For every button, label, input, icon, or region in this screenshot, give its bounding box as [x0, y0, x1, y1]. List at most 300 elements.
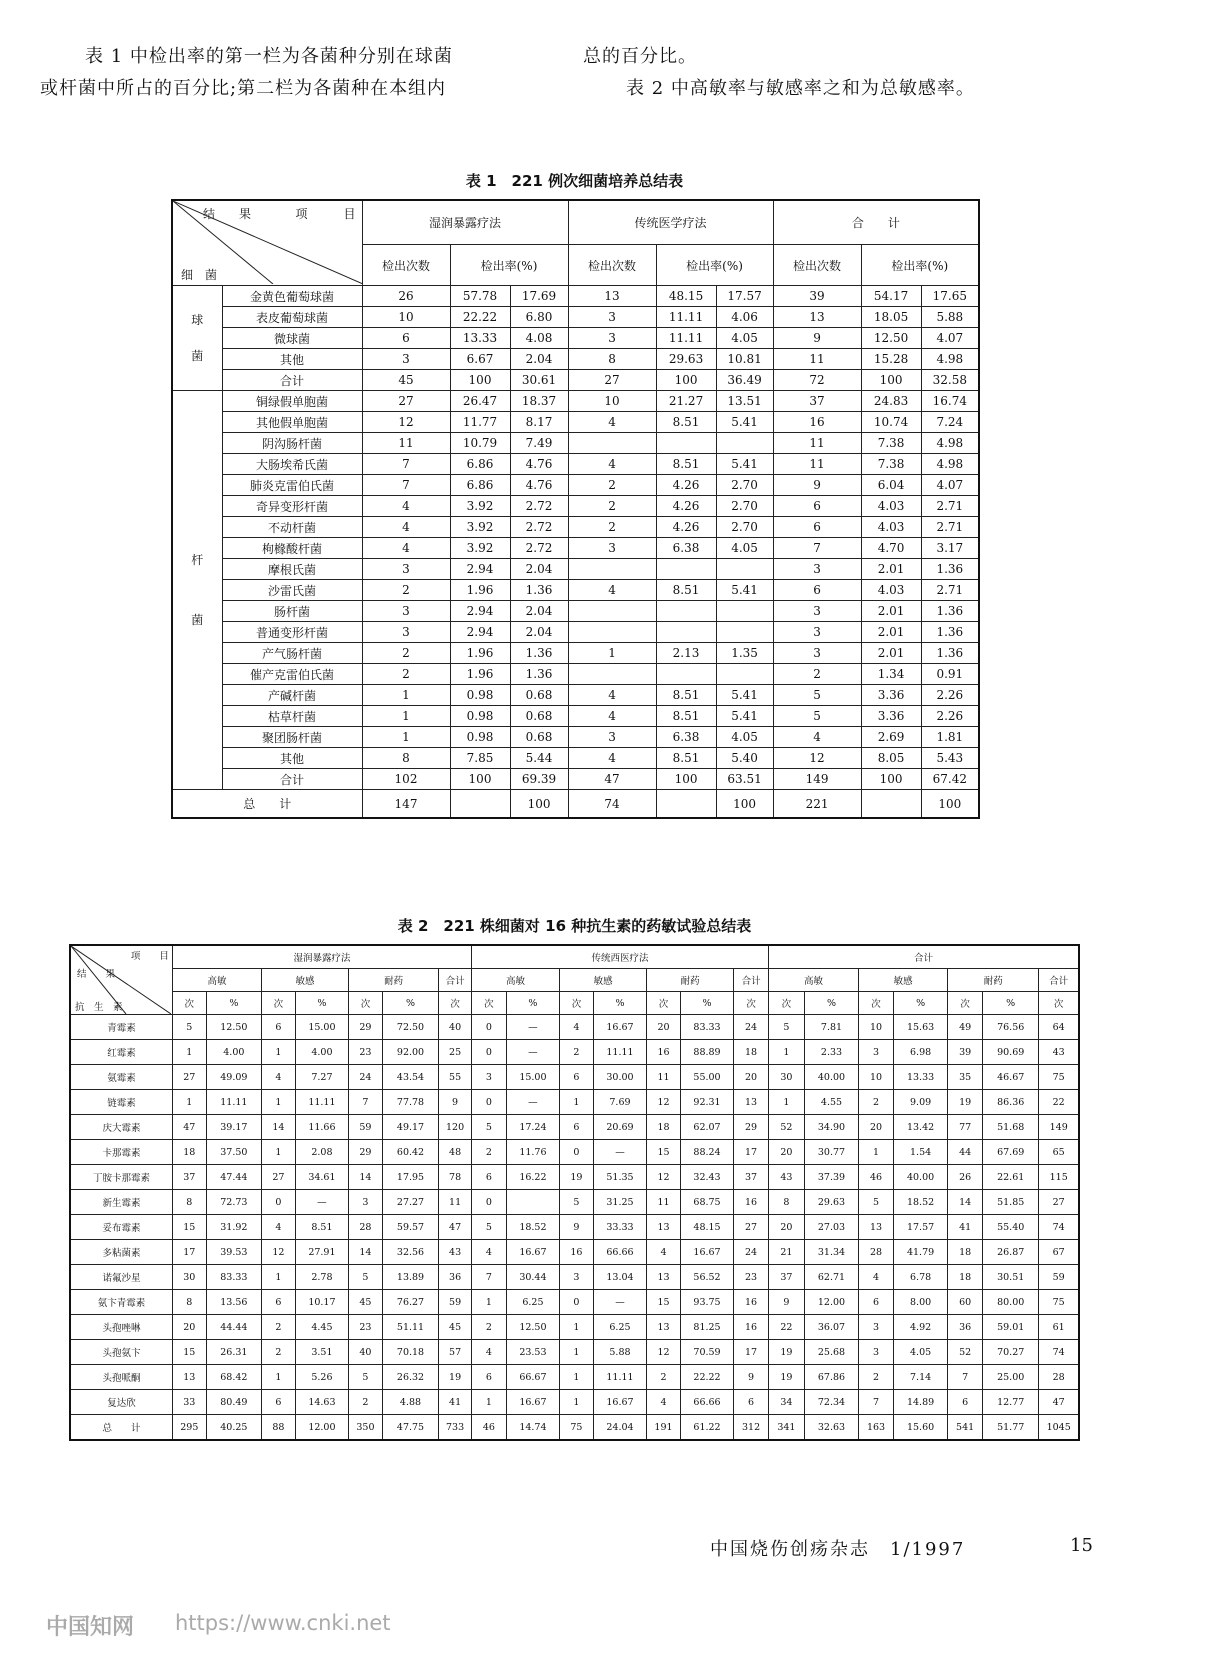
unit-cell: 次	[560, 992, 594, 1015]
value-cell: 2.94	[450, 559, 510, 580]
value-cell: —	[295, 1190, 348, 1215]
antibiotic-name-cell: 总 计	[70, 1415, 172, 1441]
value-cell: 27	[1039, 1190, 1079, 1215]
unit-cell: 次	[859, 992, 894, 1015]
value-cell: 13	[647, 1265, 681, 1290]
value-cell: 4	[568, 412, 656, 433]
intro-line-2a: 或杆菌中所占的百分比;第二栏为各菌种在本组内	[40, 78, 447, 99]
value-cell: 4.26	[656, 496, 716, 517]
value-cell: 1.81	[921, 727, 979, 748]
value-cell: 6.38	[656, 727, 716, 748]
value-cell: 13	[773, 307, 861, 328]
value-cell: 7	[362, 454, 450, 475]
value-cell: 51.11	[382, 1315, 438, 1340]
value-cell: —	[593, 1290, 646, 1315]
value-cell: 4	[471, 1240, 506, 1265]
table-row	[172, 517, 979, 538]
unit-cell: 次	[647, 992, 681, 1015]
antibiotic-name-cell: 多粘菌素	[70, 1240, 172, 1265]
value-cell: 8.51	[656, 748, 716, 769]
value-cell: 12	[647, 1340, 681, 1365]
value-cell: 3	[568, 328, 656, 349]
value-cell: 13	[734, 1090, 769, 1115]
value-cell: 88.89	[680, 1040, 733, 1065]
antibiotic-name-cell: 新生霉素	[70, 1190, 172, 1215]
value-cell: 88	[262, 1415, 296, 1441]
value-cell: 51.35	[593, 1165, 646, 1190]
value-cell: 26	[362, 286, 450, 307]
value-cell: 3	[859, 1340, 894, 1365]
value-cell: 5.88	[593, 1340, 646, 1365]
value-cell: 4.06	[716, 307, 773, 328]
subheader-cell: 耐药	[647, 969, 734, 992]
value-cell: 1.96	[450, 643, 510, 664]
value-cell: 14	[948, 1190, 983, 1215]
unit-cell: 次	[1039, 992, 1079, 1015]
value-cell: 37	[773, 391, 861, 412]
table2-corner	[70, 945, 172, 1015]
value-cell: 12	[773, 748, 861, 769]
value-cell: 9	[769, 1290, 805, 1315]
value-cell: 8.00	[893, 1290, 947, 1315]
col-count: 检出次数	[568, 245, 656, 286]
value-cell: 39.17	[206, 1115, 261, 1140]
table1-group-total: 合 计	[773, 200, 979, 245]
value-cell: 39	[948, 1040, 983, 1065]
value-cell: 2.70	[716, 496, 773, 517]
value-cell	[656, 790, 716, 819]
page-number: 15	[1070, 1535, 1093, 1556]
value-cell: 34.90	[804, 1115, 858, 1140]
value-cell: 66.66	[680, 1390, 733, 1415]
table-row	[70, 1240, 1079, 1265]
value-cell: 18.37	[510, 391, 568, 412]
antibiotic-name-cell: 复达欣	[70, 1390, 172, 1415]
table-row	[70, 1190, 1079, 1215]
value-cell: 34.61	[295, 1165, 348, 1190]
value-cell: 8.51	[656, 706, 716, 727]
value-cell: 26.87	[983, 1240, 1039, 1265]
value-cell: 29	[734, 1115, 769, 1140]
table2	[69, 944, 1080, 1441]
value-cell: 55.40	[983, 1215, 1039, 1240]
value-cell: 62.71	[804, 1265, 858, 1290]
value-cell: 78	[439, 1165, 472, 1190]
value-cell: 1	[859, 1140, 894, 1165]
value-cell: 16.67	[593, 1015, 646, 1040]
value-cell: 44	[948, 1140, 983, 1165]
value-cell: 72.34	[804, 1390, 858, 1415]
value-cell: 18	[948, 1265, 983, 1290]
value-cell: 43.54	[382, 1065, 438, 1090]
value-cell: 36.07	[804, 1315, 858, 1340]
value-cell: 51.77	[983, 1415, 1039, 1441]
value-cell: 19	[948, 1090, 983, 1115]
value-cell: 3	[773, 622, 861, 643]
table-row	[70, 1290, 1079, 1315]
value-cell: 3.92	[450, 538, 510, 559]
value-cell: 88.24	[680, 1140, 733, 1165]
value-cell: 5	[471, 1215, 506, 1240]
value-cell: 2.01	[861, 559, 921, 580]
value-cell: 9.09	[893, 1090, 947, 1115]
value-cell: 0.68	[510, 706, 568, 727]
unit-cell: 次	[948, 992, 983, 1015]
value-cell: 11	[773, 433, 861, 454]
bacteria-name-cell: 表皮葡萄球菌	[222, 307, 362, 328]
value-cell: 26.31	[206, 1340, 261, 1365]
value-cell: 17	[172, 1240, 206, 1265]
value-cell: 27	[172, 1065, 206, 1090]
value-cell	[656, 559, 716, 580]
value-cell: 6	[948, 1390, 983, 1415]
corner-item-label: 项 目	[130, 951, 169, 962]
value-cell: 4	[262, 1215, 296, 1240]
value-cell: 3	[362, 559, 450, 580]
corner-result-label: 结 果	[203, 207, 252, 221]
value-cell: 28	[349, 1215, 383, 1240]
value-cell: 67.42	[921, 769, 979, 790]
value-cell	[716, 559, 773, 580]
value-cell: 1	[560, 1090, 594, 1115]
value-cell: 16.67	[506, 1390, 559, 1415]
value-cell: 44.44	[206, 1315, 261, 1340]
total-label-cell: 总 计	[172, 790, 362, 819]
bacteria-name-cell: 阴沟肠杆菌	[222, 433, 362, 454]
value-cell	[568, 664, 656, 685]
value-cell: 65	[1039, 1140, 1079, 1165]
unit-cell: 次	[172, 992, 206, 1015]
value-cell: 5.40	[716, 748, 773, 769]
value-cell: 22	[1039, 1090, 1079, 1115]
table-row	[172, 328, 979, 349]
value-cell: 5.41	[716, 706, 773, 727]
bacteria-name-cell: 大肠埃希氏菌	[222, 454, 362, 475]
value-cell: 6	[262, 1290, 296, 1315]
value-cell: 4.05	[716, 538, 773, 559]
value-cell: 83.33	[680, 1015, 733, 1040]
value-cell: 23	[349, 1040, 383, 1065]
value-cell: 20	[734, 1065, 769, 1090]
value-cell: 11.11	[593, 1365, 646, 1390]
value-cell: 15.60	[893, 1415, 947, 1441]
table-row	[172, 454, 979, 475]
value-cell: 93.75	[680, 1290, 733, 1315]
table2-group-total: 合计	[769, 945, 1080, 969]
table-row	[172, 349, 979, 370]
value-cell: 2.71	[921, 496, 979, 517]
table-row	[70, 1065, 1079, 1090]
value-cell: 24.04	[593, 1415, 646, 1441]
value-cell: 35	[948, 1065, 983, 1090]
value-cell: 66.66	[593, 1240, 646, 1265]
value-cell: 18.52	[893, 1190, 947, 1215]
value-cell: 1.96	[450, 664, 510, 685]
value-cell: 1.36	[921, 559, 979, 580]
value-cell: 61	[1039, 1315, 1079, 1340]
value-cell: 6	[262, 1015, 296, 1040]
value-cell: 2.94	[450, 601, 510, 622]
value-cell: —	[593, 1140, 646, 1165]
value-cell: 100	[450, 769, 510, 790]
value-cell: 7.81	[804, 1015, 858, 1040]
value-cell: 16.74	[921, 391, 979, 412]
value-cell: 3	[362, 601, 450, 622]
value-cell: 341	[769, 1415, 805, 1441]
bacteria-name-cell: 合计	[222, 769, 362, 790]
value-cell: 3	[471, 1065, 506, 1090]
value-cell: 3	[568, 538, 656, 559]
value-cell: 2.71	[921, 580, 979, 601]
value-cell: 1	[262, 1365, 296, 1390]
value-cell: 6.86	[450, 475, 510, 496]
value-cell: 0	[471, 1015, 506, 1040]
value-cell: 60.42	[382, 1140, 438, 1165]
value-cell: 25.68	[804, 1340, 858, 1365]
value-cell: 0	[471, 1090, 506, 1115]
value-cell: 3.92	[450, 496, 510, 517]
value-cell: 13.89	[382, 1265, 438, 1290]
value-cell: 1.36	[921, 601, 979, 622]
value-cell: 14	[349, 1165, 383, 1190]
subheader-cell: 高敏	[769, 969, 859, 992]
value-cell: 5	[859, 1190, 894, 1215]
value-cell: 6	[560, 1115, 594, 1140]
value-cell: 74	[1039, 1340, 1079, 1365]
value-cell: 23	[349, 1315, 383, 1340]
corner-drug-label: 抗 生 素	[75, 1002, 123, 1013]
value-cell: 15.28	[861, 349, 921, 370]
value-cell: 1	[262, 1140, 296, 1165]
value-cell: 37.50	[206, 1140, 261, 1165]
value-cell: 17.95	[382, 1165, 438, 1190]
value-cell: 4	[568, 580, 656, 601]
value-cell: 47	[568, 769, 656, 790]
value-cell: 14.63	[295, 1390, 348, 1415]
value-cell: 9	[773, 475, 861, 496]
unit-cell: %	[983, 992, 1039, 1015]
value-cell: 69.39	[510, 769, 568, 790]
table2-group-moist: 湿润暴露疗法	[172, 945, 471, 969]
value-cell: 6.25	[506, 1290, 559, 1315]
value-cell: 4	[647, 1390, 681, 1415]
table-row	[172, 664, 979, 685]
value-cell: 52	[948, 1340, 983, 1365]
table-row	[70, 1040, 1079, 1065]
value-cell: 29.63	[804, 1190, 858, 1215]
value-cell: 3	[773, 559, 861, 580]
value-cell: 1.34	[861, 664, 921, 685]
value-cell: 23.53	[506, 1340, 559, 1365]
value-cell: 11.66	[295, 1115, 348, 1140]
value-cell: 47	[439, 1215, 472, 1240]
value-cell: 7.49	[510, 433, 568, 454]
value-cell: 4.26	[656, 517, 716, 538]
value-cell: 4	[362, 496, 450, 517]
value-cell: 92.00	[382, 1040, 438, 1065]
value-cell: 4.03	[861, 517, 921, 538]
value-cell: 0.98	[450, 727, 510, 748]
value-cell: 5.26	[295, 1365, 348, 1390]
table1-group-traditional: 传统医学疗法	[568, 200, 773, 245]
table-row	[172, 307, 979, 328]
antibiotic-name-cell: 头孢唑啉	[70, 1315, 172, 1340]
value-cell: 312	[734, 1415, 769, 1441]
value-cell: 4.76	[510, 475, 568, 496]
value-cell: 43	[769, 1165, 805, 1190]
value-cell: 57	[439, 1340, 472, 1365]
value-cell	[506, 1190, 559, 1215]
value-cell: 1045	[1039, 1415, 1079, 1441]
value-cell: 2.01	[861, 601, 921, 622]
value-cell: 25.00	[983, 1365, 1039, 1390]
value-cell: 8.51	[295, 1215, 348, 1240]
value-cell: 8.05	[861, 748, 921, 769]
value-cell: 13.33	[893, 1065, 947, 1090]
unit-cell: %	[206, 992, 261, 1015]
value-cell: 48.15	[680, 1215, 733, 1240]
value-cell: 2	[568, 496, 656, 517]
value-cell: 34	[769, 1390, 805, 1415]
value-cell: 72.50	[382, 1015, 438, 1040]
value-cell: 3	[362, 622, 450, 643]
value-cell: 7.14	[893, 1365, 947, 1390]
value-cell: 2.13	[656, 643, 716, 664]
value-cell: 40	[439, 1015, 472, 1040]
value-cell: 24	[734, 1240, 769, 1265]
value-cell: 72	[773, 370, 861, 391]
value-cell: 7.24	[921, 412, 979, 433]
subheader-cell: 高敏	[172, 969, 261, 992]
value-cell: 1.36	[921, 643, 979, 664]
antibiotic-name-cell: 妥布霉素	[70, 1215, 172, 1240]
value-cell	[450, 790, 510, 819]
table-row	[172, 412, 979, 433]
value-cell: 7	[773, 538, 861, 559]
value-cell: 40.00	[804, 1065, 858, 1090]
value-cell: 2.78	[295, 1265, 348, 1290]
table-row	[70, 1265, 1079, 1290]
table-row	[172, 601, 979, 622]
value-cell: 2.94	[450, 622, 510, 643]
value-cell: 4.03	[861, 496, 921, 517]
subheader-cell: 敏感	[560, 969, 647, 992]
value-cell: 2.04	[510, 622, 568, 643]
value-cell: 7	[859, 1390, 894, 1415]
value-cell: 5.41	[716, 412, 773, 433]
value-cell: 22	[769, 1315, 805, 1340]
value-cell: 41	[439, 1390, 472, 1415]
value-cell: 1	[769, 1040, 805, 1065]
value-cell: 17.69	[510, 286, 568, 307]
value-cell: 6	[773, 496, 861, 517]
value-cell: 12.50	[206, 1015, 261, 1040]
subheader-cell: 合计	[1039, 969, 1079, 992]
value-cell: —	[506, 1015, 559, 1040]
value-cell: 16	[734, 1190, 769, 1215]
value-cell: 2.26	[921, 685, 979, 706]
bacteria-name-cell: 铜绿假单胞菌	[222, 391, 362, 412]
value-cell: 23	[734, 1265, 769, 1290]
unit-cell: 次	[349, 992, 383, 1015]
antibiotic-name-cell: 青霉素	[70, 1015, 172, 1040]
value-cell	[568, 559, 656, 580]
value-cell: 13	[647, 1215, 681, 1240]
journal-footer: 中国烧伤创疡杂志 1/1997	[710, 1539, 966, 1560]
value-cell: 4.00	[295, 1040, 348, 1065]
value-cell: 18	[172, 1140, 206, 1165]
value-cell: 3	[568, 727, 656, 748]
value-cell: 100	[510, 790, 568, 819]
value-cell: 48	[439, 1140, 472, 1165]
value-cell: 75	[1039, 1290, 1079, 1315]
value-cell: 3	[859, 1040, 894, 1065]
value-cell	[568, 433, 656, 454]
value-cell: 0.98	[450, 685, 510, 706]
value-cell: 5	[773, 706, 861, 727]
subheader-cell: 合计	[439, 969, 472, 992]
value-cell: 28	[859, 1240, 894, 1265]
value-cell: 4	[859, 1265, 894, 1290]
value-cell: 12	[262, 1240, 296, 1265]
bacteria-name-cell: 肠杆菌	[222, 601, 362, 622]
value-cell: 4.26	[656, 475, 716, 496]
value-cell: 59	[439, 1290, 472, 1315]
value-cell: 27.27	[382, 1190, 438, 1215]
table-row	[172, 706, 979, 727]
value-cell: 32.58	[921, 370, 979, 391]
value-cell: 15	[172, 1215, 206, 1240]
value-cell	[568, 622, 656, 643]
value-cell: 13.56	[206, 1290, 261, 1315]
value-cell: 4.08	[510, 328, 568, 349]
value-cell: 2.70	[716, 517, 773, 538]
value-cell: 12.77	[983, 1390, 1039, 1415]
value-cell: 2.04	[510, 559, 568, 580]
value-cell: 1	[362, 727, 450, 748]
subheader-cell: 合计	[734, 969, 769, 992]
value-cell: 0.91	[921, 664, 979, 685]
value-cell: 120	[439, 1115, 472, 1140]
bacteria-name-cell: 沙雷氏菌	[222, 580, 362, 601]
table-row	[172, 580, 979, 601]
value-cell: 47.75	[382, 1415, 438, 1441]
value-cell: 10	[859, 1065, 894, 1090]
value-cell: 16	[734, 1315, 769, 1340]
value-cell	[568, 601, 656, 622]
value-cell: 4.76	[510, 454, 568, 475]
unit-cell: %	[506, 992, 559, 1015]
value-cell: 21	[769, 1240, 805, 1265]
value-cell: 41.79	[893, 1240, 947, 1265]
value-cell: 43	[439, 1240, 472, 1265]
table2-group-western: 传统西医疗法	[471, 945, 768, 969]
value-cell: 12	[647, 1090, 681, 1115]
value-cell: 9	[560, 1215, 594, 1240]
value-cell	[716, 622, 773, 643]
value-cell: 52	[769, 1115, 805, 1140]
value-cell: 4	[647, 1240, 681, 1265]
value-cell: 3.36	[861, 706, 921, 727]
value-cell: 1.36	[510, 580, 568, 601]
table-row	[172, 370, 979, 391]
value-cell: 2	[362, 643, 450, 664]
antibiotic-name-cell: 诺氟沙星	[70, 1265, 172, 1290]
value-cell: 76.56	[983, 1015, 1039, 1040]
value-cell: 8	[172, 1290, 206, 1315]
value-cell: 149	[1039, 1115, 1079, 1140]
value-cell: 49.09	[206, 1065, 261, 1090]
